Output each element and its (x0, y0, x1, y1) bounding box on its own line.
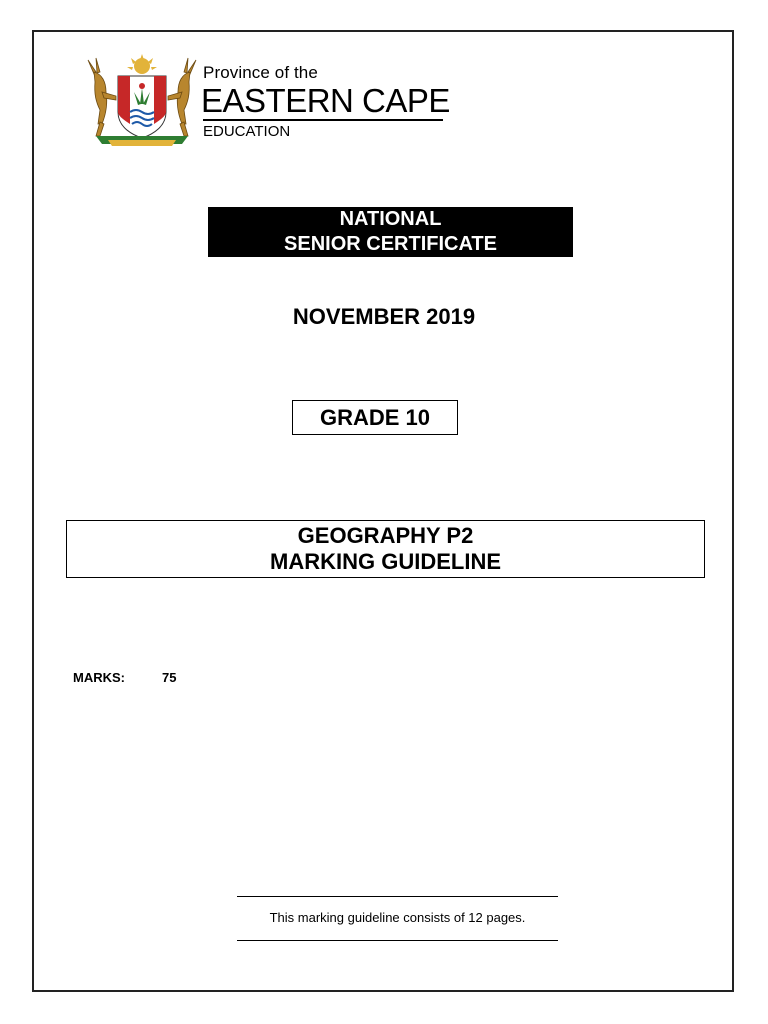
marks-value: 75 (162, 670, 177, 685)
document-type: MARKING GUIDELINE (270, 549, 501, 574)
department-logo (82, 52, 452, 152)
footer-divider-top (237, 896, 558, 897)
banner-line-1: NATIONAL (339, 208, 442, 230)
subject-title: GEOGRAPHY P2 (297, 523, 474, 548)
department-name: EDUCATION (203, 123, 291, 140)
certificate-banner (208, 207, 573, 257)
subject-box (66, 520, 705, 578)
exam-date: NOVEMBER 2019 (292, 304, 476, 329)
footer-divider-bottom (237, 940, 558, 941)
coat-of-arms-icon (82, 52, 202, 150)
page-border (32, 30, 734, 992)
banner-line-2: SENIOR CERTIFICATE (284, 233, 497, 255)
province-line: Province of the (203, 63, 318, 82)
grade-box: GRADE 10 (292, 400, 458, 435)
marks-label: MARKS: (73, 670, 125, 685)
logo-divider (203, 119, 443, 121)
page-count-note: This marking guideline consists of 12 pages. (269, 910, 526, 925)
province-name: EASTERN CAPE (201, 82, 450, 119)
